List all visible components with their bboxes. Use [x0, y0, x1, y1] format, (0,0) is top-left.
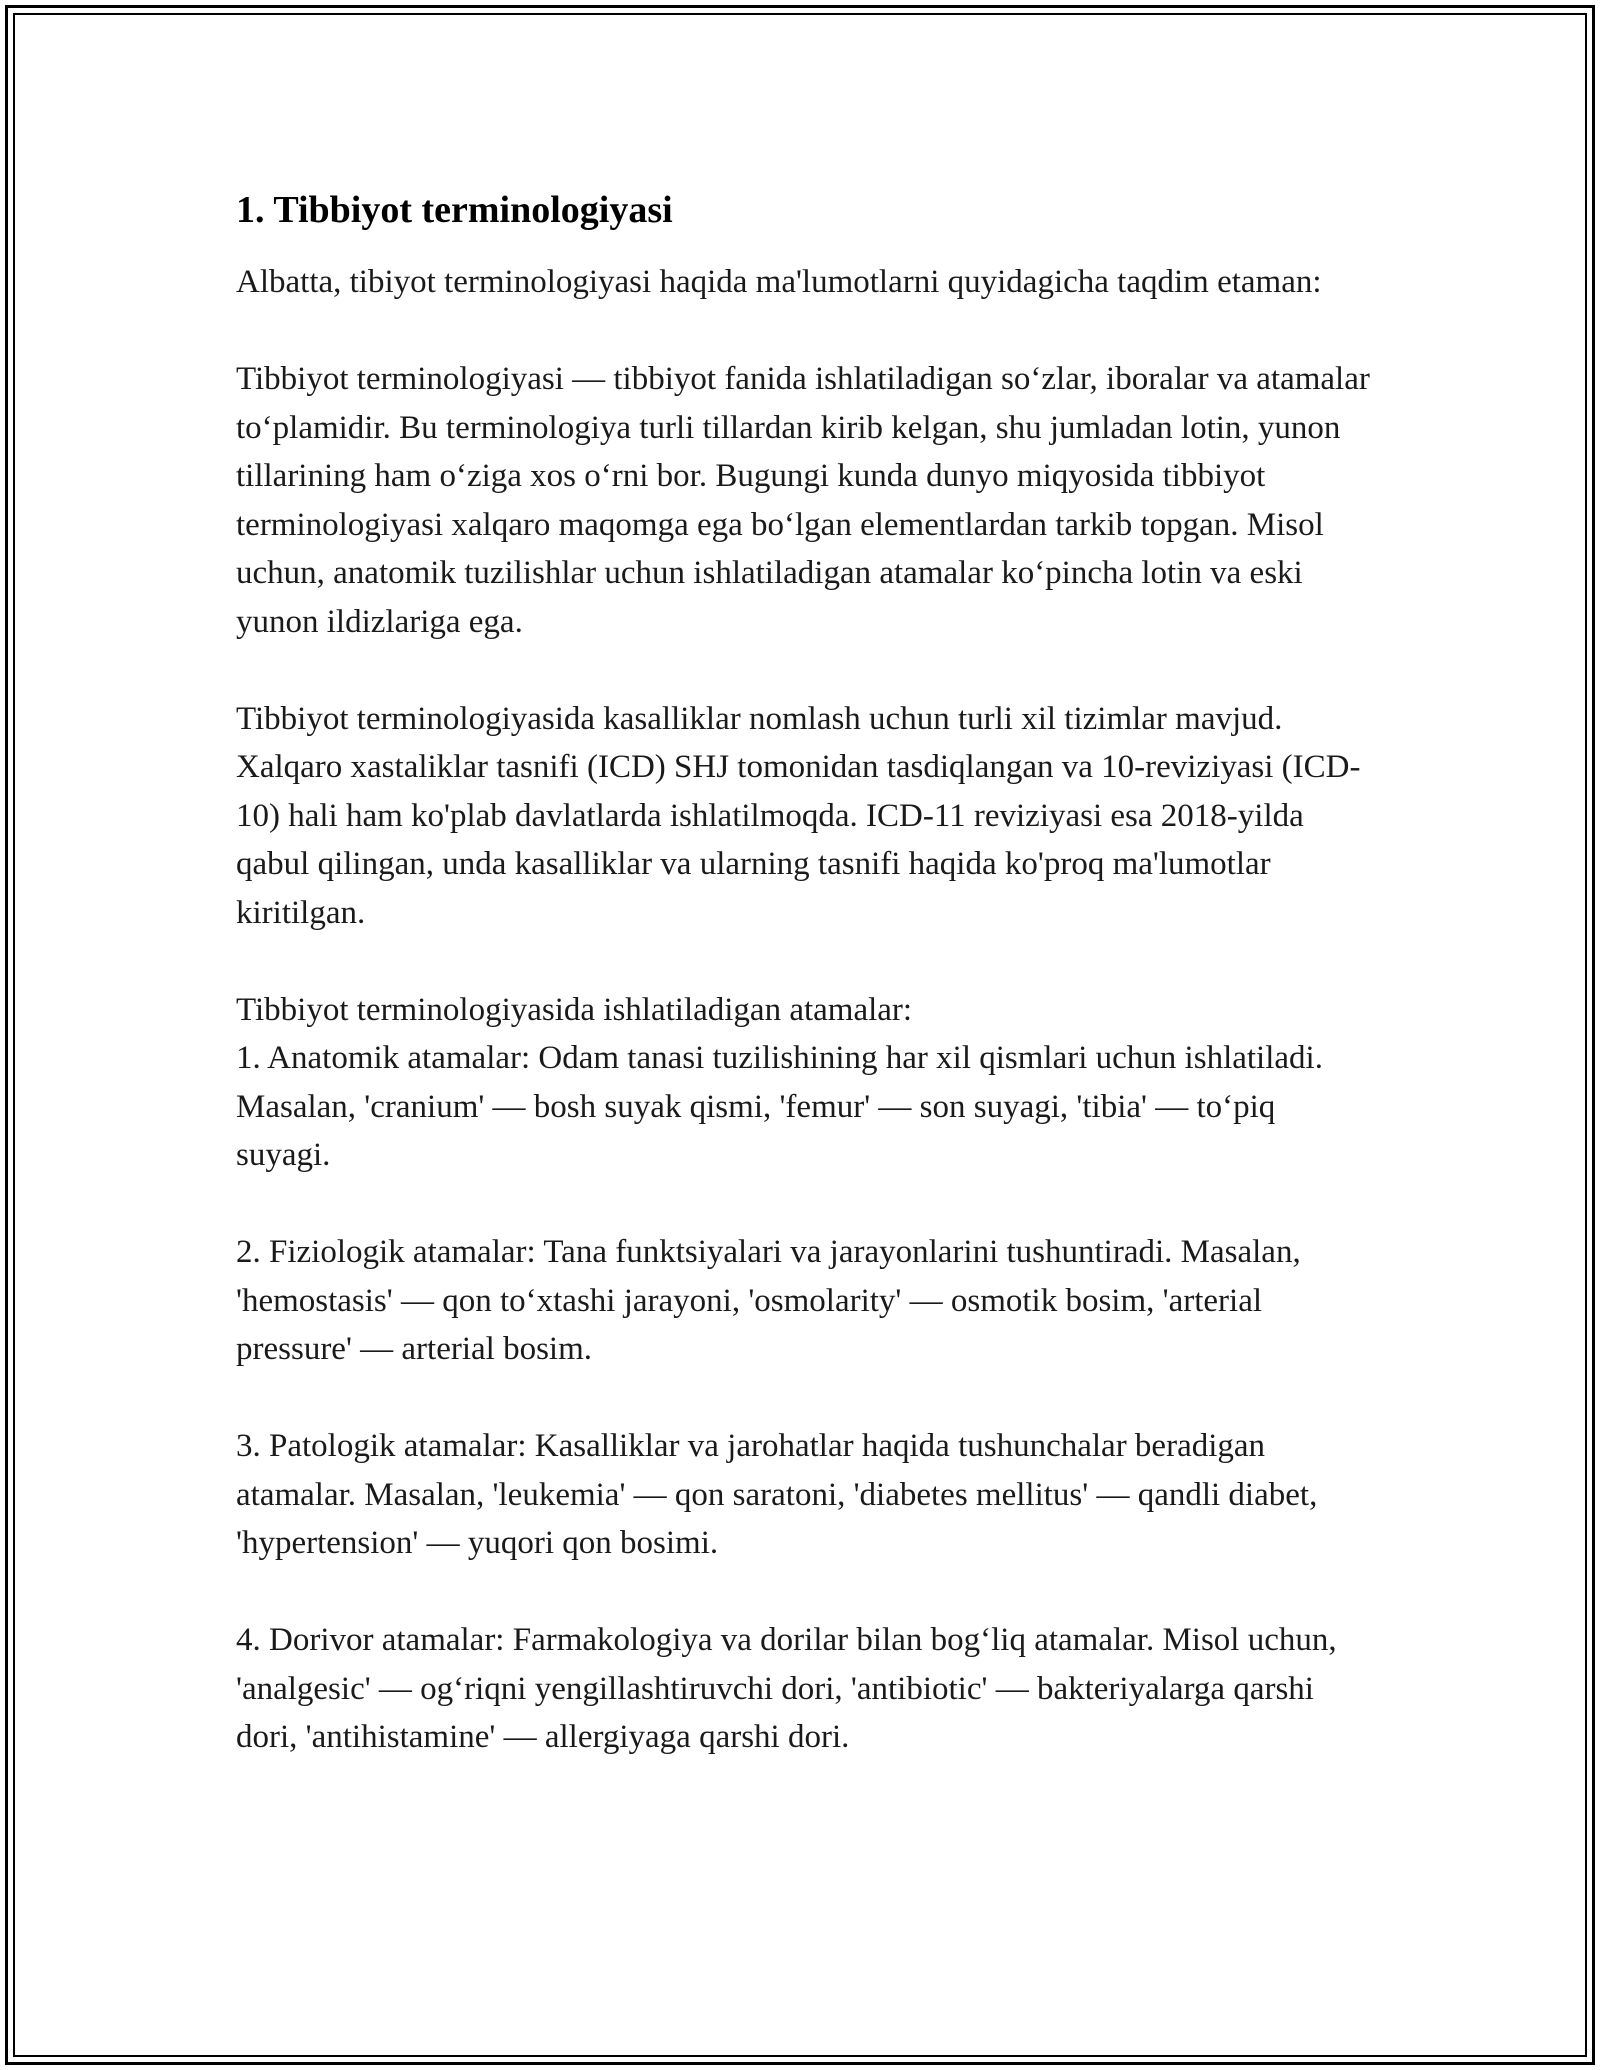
- list-item-pathological: 3. Patologik atamalar: Kasalliklar va jarohatlar haqida tushunchalar beradigan atamalar. Masalan, 'leukemia' — qon saratoni, 'diabetes mellitus' — qandli diabet, 'hypertension' — yuqori qon bosimi.: [236, 1428, 1318, 1561]
- list-item-physiological: 2. Fiziologik atamalar: Tana funktsiyalari va jarayonlarini tushuntiradi. Masalan, 'hemostasis' — qon to‘xtashi jarayoni, 'osmolarity' — osmotik bosim, 'arterial pressure' — arterial bosim.: [236, 1234, 1301, 1367]
- section-heading: 1. Tibbiyot terminologiyasi: [236, 189, 673, 231]
- classification-paragraph: Tibbiyot terminologiyasida kasalliklar nomlash uchun turli xil tizimlar mavjud. Xalqaro xastaliklar tasnifi (ICD) SHJ tomonidan tasdiqlangan va 10-reviziyasi (ICD-10) hali ham ko'plab davlatlarda ishlatilmoqda. ICD-11 reviziyasi esa 2018-yilda qabul qilingan, unda kasalliklar va ularning tasnifi haqida ko'proq ma'lumotlar kiritilgan.: [236, 700, 1361, 931]
- list-item-pharmacological: 4. Dorivor atamalar: Farmakologiya va dorilar bilan bog‘liq atamalar. Misol uchun, 'analgesic' — og‘riqni yengillashtiruvchi dori, 'antibiotic' — bakteriyalarga qarshi dori, 'antihistamine' — allergiyaga qarshi dori.: [236, 1622, 1337, 1755]
- intro-paragraph: Albatta, tibiyot terminologiyasi haqida ma'lumotlarni quyidagicha taqdim etaman:: [236, 264, 1322, 300]
- list-item-anatomical: 1. Anatomik atamalar: Odam tanasi tuzilishining har xil qismlari uchun ishlatiladi. Masalan, 'cranium' — bosh suyak qismi, 'femur' — son suyagi, 'tibia' — to‘piq suyagi.: [236, 1040, 1323, 1173]
- list-intro-paragraph: Tibbiyot terminologiyasida ishlatiladigan atamalar:: [236, 991, 913, 1028]
- document-body: [236, 186, 1376, 1810]
- definition-paragraph: Tibbiyot terminologiyasi — tibbiyot fanida ishlatiladigan so‘zlar, iboralar va atamalar to‘plamidir. Bu terminologiya turli tillardan kirib kelgan, shu jumladan lotin, yunon tillarining ham o‘ziga xos o‘rni bor. Bugungi kunda dunyo miqyosida tibbiyot terminologiyasi xalqaro maqomga ega bo‘lgan elementlardan tarkib topgan. Misol uchun, anatomik tuzilishlar uchun ishlatiladigan atamalar ko‘pincha lotin va eski yunon ildizlariga ega.: [236, 361, 1370, 640]
